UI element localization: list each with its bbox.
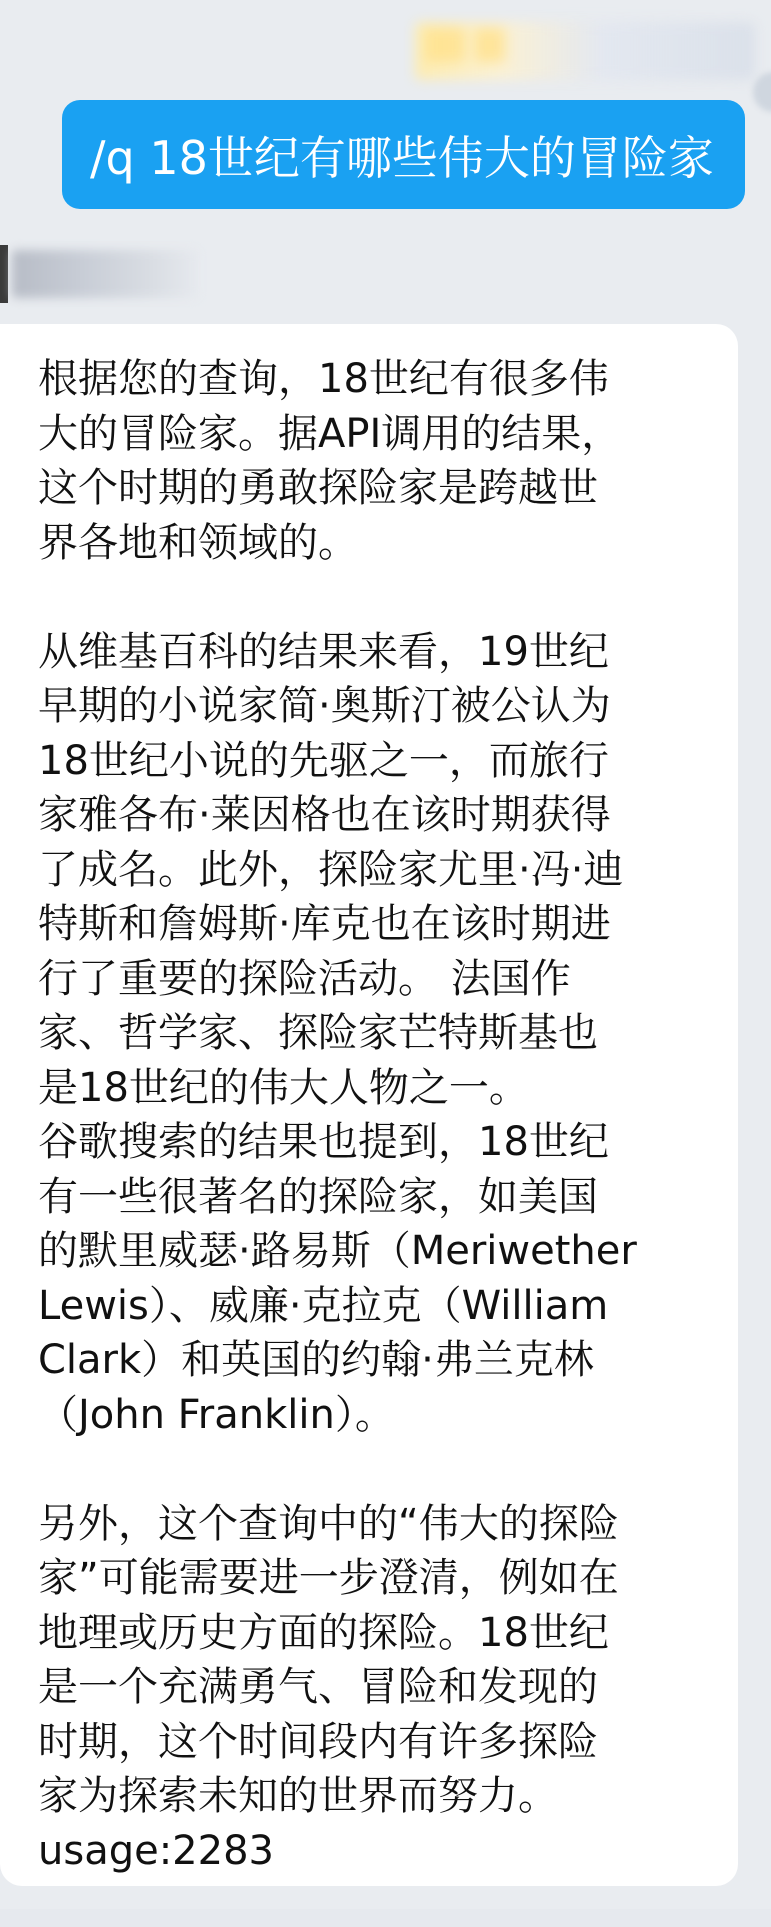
- bottom-strip: [0, 1909, 771, 1927]
- usage-count: usage:2283: [38, 1827, 274, 1874]
- reply-paragraph-3: 谷歌搜索的结果也提到，18世纪 有一些很著名的探险家，如美国 的默里威瑟·路易斯（Meriwether Lewis）、威廉·克拉克（William Clark）和英国的约翰·弗兰克林 （John Franklin）。: [38, 1119, 637, 1438]
- bot-reply-bubble[interactable]: [0, 324, 738, 1886]
- reply-paragraph-2: 从维基百科的结果来看，19世纪 早期的小说家简·奥斯汀被公认为 18世纪小说的先驱之一，而旅行 家雅各布·莱因格也在该时期获得 了成名。此外，探险家尤里·冯·迪 特斯和詹姆斯·库克也在该时期进 行了重要的探险活动。 法国作 家、哲学家、探险家芒特斯基也 是18世纪的伟大人物之一。: [38, 628, 624, 1111]
- paragraph-gap: [38, 1442, 720, 1497]
- blur-block: [425, 28, 465, 62]
- blurred-header-info: [415, 22, 755, 80]
- reply-paragraph-1: 根据您的查询，18世纪有很多伟 大的冒险家。据API调用的结果， 这个时期的勇敢探险家是跨越世 界各地和领域的。: [38, 356, 622, 566]
- blurred-sender-name: [12, 250, 198, 298]
- reply-paragraph-4: 另外，这个查询中的“伟大的探险 家”可能需要进一步澄清，例如在 地理或历史方面的探险。18世纪 是一个充满勇气、冒险和发现的 时期，这个时间段内有许多探险 家为探索未知的世界而努力。: [38, 1500, 619, 1819]
- user-message-bubble[interactable]: [62, 100, 745, 209]
- blur-block: [475, 28, 505, 62]
- sender-indicator: [0, 245, 8, 303]
- paragraph-gap: [38, 570, 720, 625]
- user-message-text: /q 18世纪有哪些伟大的冒险家: [90, 130, 714, 185]
- avatar[interactable]: [753, 72, 771, 112]
